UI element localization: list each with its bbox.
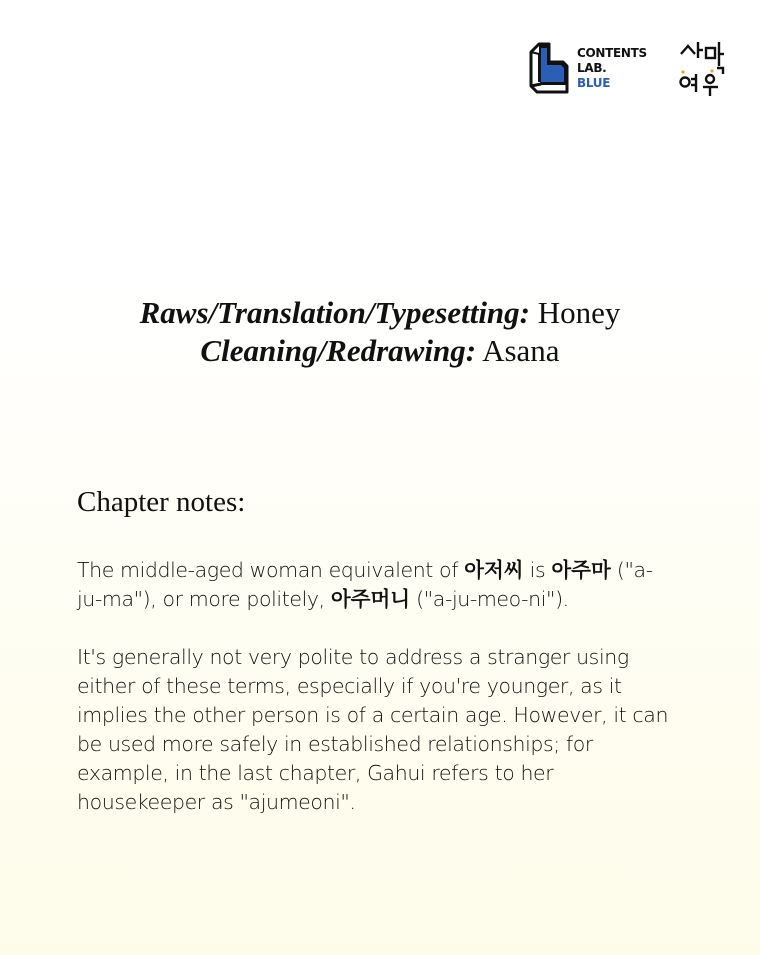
contents-lab-wordmark bbox=[577, 46, 647, 91]
credit-line-cleaning bbox=[0, 332, 760, 370]
contents-lab-blue-logo bbox=[527, 40, 647, 96]
text: The middle-aged woman equivalent of bbox=[77, 558, 465, 582]
notes-paragraph-2: It's generally not very polite to address a stranger using either of these terms, especially if you're younger, as it implies the other person is of a certain age. However, it can be used more safely in established relationships; for example, in the last chapter, Gahui refers to her housekeeper as "ajumeoni". bbox=[77, 645, 669, 814]
credit-role: Raws/Translation/Typesetting: bbox=[139, 295, 530, 330]
logo-line-contents: CONTENTS bbox=[577, 45, 647, 60]
credit-name: Asana bbox=[482, 333, 560, 368]
credit-line-translation bbox=[0, 294, 760, 332]
chapter-notes-heading: Chapter notes: bbox=[77, 486, 246, 518]
text: is bbox=[523, 558, 552, 582]
credits-block bbox=[0, 294, 760, 370]
contents-lab-cube-icon bbox=[527, 40, 571, 96]
samayeou-logo bbox=[679, 38, 727, 98]
logo-line-lab: LAB. bbox=[577, 60, 607, 75]
text: ("a-ju-ma"), or more politely, bbox=[77, 558, 653, 611]
credit-name: Honey bbox=[537, 295, 621, 330]
header-logos bbox=[527, 38, 727, 98]
korean-term-ajeossi: 아저씨 bbox=[464, 558, 524, 582]
notes-paragraph-1 bbox=[77, 556, 677, 614]
korean-term-ajuma: 아주마 bbox=[551, 558, 611, 582]
logo-line-blue: BLUE bbox=[577, 75, 611, 90]
korean-term-ajumeoni: 아주머니 bbox=[330, 587, 411, 611]
credit-role: Cleaning/Redrawing: bbox=[200, 333, 477, 368]
text: ("a-ju-meo-ni"). bbox=[410, 587, 569, 611]
